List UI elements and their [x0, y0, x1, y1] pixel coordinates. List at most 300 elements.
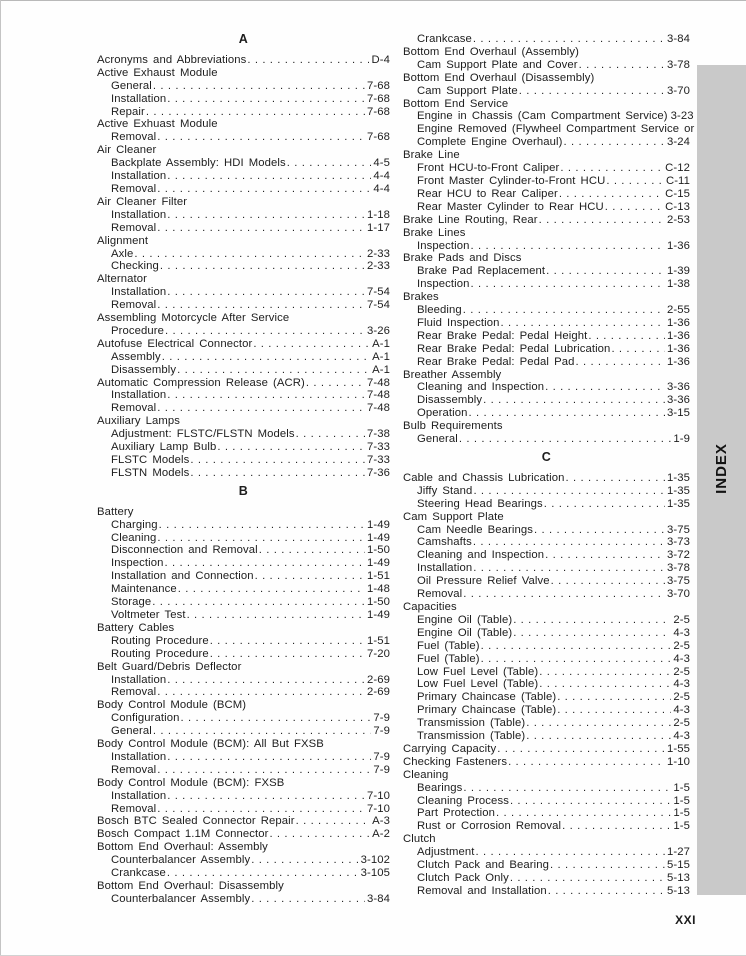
entry-page-number: 1-50 [366, 544, 390, 557]
entry-page-number: 1-5 [673, 820, 690, 833]
entry-label: Configuration [111, 712, 180, 725]
index-entry [97, 635, 390, 648]
dot-leader [510, 872, 665, 885]
index-edge-tab [697, 65, 746, 895]
entry-label: Camshafts [417, 536, 472, 549]
entry-page-number: C-11 [665, 174, 690, 187]
entry-page-number: 3-72 [666, 549, 690, 562]
entry-page-number: 7-33 [366, 441, 390, 454]
dot-leader [483, 394, 665, 407]
dot-leader [296, 815, 370, 828]
entry-page-number: 1-49 [366, 518, 390, 531]
dot-leader [167, 867, 359, 880]
index-entry [403, 485, 690, 498]
dot-leader [513, 627, 671, 640]
index-entry [403, 227, 690, 240]
index-entry [97, 235, 390, 248]
index-entry [97, 790, 390, 803]
dot-leader [157, 402, 365, 415]
index-entry [97, 222, 390, 235]
entry-label: Bottom End Service [403, 97, 509, 110]
dot-leader [146, 106, 365, 119]
entry-label: Bottom End Overhaul (Assembly) [403, 45, 580, 58]
index-page-content [97, 32, 695, 906]
index-entry [403, 98, 690, 111]
entry-page-number: 7-33 [366, 454, 390, 466]
entry-page-number: 1-38 [666, 278, 690, 291]
dot-leader [153, 80, 365, 93]
entry-page-number: 7-68 [366, 79, 390, 92]
entry-label: Engine Oil (Table) [417, 626, 513, 639]
entry-label: Cable and Chassis Lubrication [403, 471, 565, 484]
entry-label: Clutch Pack and Bearing [417, 859, 550, 872]
dot-leader [251, 854, 358, 867]
entry-label: Removal [111, 402, 157, 415]
entry-page-number: 5-15 [666, 859, 690, 872]
entry-label: Procedure [111, 324, 165, 337]
entry-label: Rear HCU to Rear Caliper [417, 187, 558, 200]
index-entry [97, 351, 390, 364]
index-entry [403, 304, 690, 317]
index-entry [97, 661, 390, 674]
dot-leader [473, 536, 665, 549]
index-entry [97, 54, 390, 67]
entry-label: Removal and Installation [417, 884, 547, 897]
section-header: C [541, 450, 552, 464]
entry-page-number: C-12 [665, 162, 690, 175]
index-entry [403, 549, 690, 562]
index-entry [403, 782, 690, 795]
entry-label: Installation [111, 92, 167, 105]
index-entry [97, 377, 390, 390]
entry-page-number: 7-9 [373, 712, 390, 725]
index-entry [403, 691, 690, 704]
entry-page-number: 7-38 [366, 428, 390, 441]
index-entry [403, 511, 690, 524]
index-entry [403, 498, 690, 511]
entry-page-number: A-1 [372, 337, 390, 350]
dot-leader [167, 674, 365, 687]
entry-page-number: 1-49 [366, 531, 390, 544]
index-entry [97, 686, 390, 699]
index-entry [97, 557, 390, 570]
entry-label: Bottom End Overhaul (Disassembly) [403, 71, 595, 84]
dot-leader [157, 764, 371, 777]
index-entry [403, 149, 690, 162]
entry-page-number: 4-3 [673, 652, 690, 665]
entry-label: Installation [417, 562, 473, 575]
dot-leader [557, 704, 671, 717]
index-entry [97, 828, 390, 841]
dot-leader [526, 717, 671, 730]
entry-page-number: 1-35 [666, 497, 690, 510]
entry-page-number: 1-36 [666, 329, 690, 342]
dot-leader [548, 885, 665, 898]
entry-page-number: 7-10 [366, 802, 390, 815]
index-entry [97, 725, 390, 738]
entry-page-number: 3-24 [666, 136, 690, 149]
entry-label: Counterbalancer Assembly [111, 892, 251, 905]
index-entry [97, 389, 390, 402]
index-entry [97, 532, 390, 545]
dot-leader [177, 364, 370, 377]
entry-page-number: 7-48 [366, 389, 390, 402]
dot-leader [165, 557, 365, 570]
index-entry [403, 743, 690, 756]
entry-page-number: 7-54 [366, 299, 390, 312]
index-entry [403, 110, 694, 123]
entry-page-number: 1-55 [666, 742, 690, 755]
index-entry [97, 622, 390, 635]
entry-page-number: A-3 [372, 815, 390, 828]
entry-label: Removal [111, 299, 157, 312]
entry-page-number: 1-27 [666, 846, 690, 859]
dot-leader [575, 356, 665, 369]
dot-leader [134, 248, 365, 261]
dot-leader [306, 377, 365, 390]
index-entry [403, 72, 690, 85]
index-entry [97, 144, 390, 157]
index-entry [403, 175, 690, 188]
entry-page-number: C-13 [665, 200, 690, 213]
index-entry [403, 885, 690, 898]
index-entry [97, 209, 390, 222]
entry-page-number: 7-36 [366, 466, 390, 479]
entry-page-number: 2-69 [366, 673, 390, 686]
entry-label: Removal [111, 221, 157, 234]
entry-page-number: 2-5 [673, 665, 690, 678]
dot-leader [162, 351, 370, 364]
dot-leader [469, 407, 665, 420]
entry-label: Engine Oil (Table) [417, 613, 513, 626]
entry-page-number: 4-5 [373, 157, 390, 170]
entry-label: Alignment [97, 234, 149, 247]
index-entry [403, 833, 690, 846]
entry-label: Body Control Module (BCM): FXSB [97, 776, 285, 789]
dot-leader [181, 712, 372, 725]
index-entry [403, 278, 690, 291]
entry-label: Clutch [403, 833, 436, 846]
entry-page-number: 2-55 [666, 304, 690, 317]
entry-label: Front HCU-to-Front Caliper [417, 162, 560, 175]
index-entry [97, 428, 390, 441]
entry-page-number: 1-36 [666, 239, 690, 252]
entry-label: General [111, 79, 152, 92]
dot-leader [463, 782, 671, 795]
entry-page-number: 1-35 [666, 484, 690, 497]
entry-label: Voltmeter Test [111, 608, 186, 621]
index-column-left [97, 33, 390, 906]
entry-label: Installation [111, 286, 167, 299]
dot-leader [251, 893, 365, 906]
index-entry [97, 519, 390, 532]
entry-label: Installation [111, 170, 167, 183]
dot-leader [190, 467, 365, 480]
entry-label: Cleaning and Inspection [417, 549, 545, 562]
dot-leader [611, 343, 665, 356]
entry-page-number: 4-3 [673, 678, 690, 691]
entry-page-number: D-4 [371, 53, 390, 66]
dot-leader [167, 209, 365, 222]
entry-label: Part Protection [417, 807, 496, 820]
entry-label: Checking [111, 260, 159, 273]
entry-label: Body Control Module (BCM) [97, 699, 247, 712]
index-entry [403, 123, 695, 136]
entry-label: Bearings [417, 781, 463, 794]
index-entry [97, 841, 390, 854]
dot-leader [473, 33, 665, 46]
index-entry [97, 364, 390, 377]
entry-page-number: 3-75 [666, 575, 690, 588]
entry-page-number: 1-50 [366, 596, 390, 609]
index-entry [97, 583, 390, 596]
index-entry [97, 183, 390, 196]
entry-label: Active Exhaust Module [97, 66, 218, 79]
index-entry [403, 575, 690, 588]
entry-page-number: 7-20 [366, 647, 390, 660]
dot-leader [566, 472, 665, 485]
dot-leader [269, 828, 370, 841]
index-entry [97, 674, 390, 687]
index-entry [403, 343, 690, 356]
entry-label: Axle [111, 247, 134, 260]
index-entry [97, 338, 390, 351]
index-entry [403, 330, 690, 343]
entry-label: Active Exhuast Module [97, 118, 218, 131]
entry-page-number: 1-48 [366, 583, 390, 596]
index-entry [403, 717, 690, 730]
dot-leader [157, 222, 365, 235]
entry-page-number: 1-49 [366, 608, 390, 621]
index-entry [97, 880, 390, 893]
entry-label: Air Cleaner [97, 144, 157, 157]
dot-leader [217, 441, 365, 454]
entry-page-number: 2-5 [673, 639, 690, 652]
entry-label: Counterbalancer Assembly [111, 854, 251, 867]
dot-leader [501, 317, 665, 330]
scan-edge-left [0, 0, 1, 956]
dot-leader [471, 278, 665, 291]
entry-page-number: 3-78 [666, 562, 690, 575]
dot-leader [534, 524, 665, 537]
index-entry [403, 356, 690, 369]
entry-label: Cam Needle Bearings [417, 523, 534, 536]
index-entry [97, 712, 390, 725]
index-entry [403, 33, 690, 46]
entry-label: Removal [111, 763, 157, 776]
entry-page-number: 7-68 [366, 131, 390, 144]
dot-leader [157, 299, 365, 312]
entry-page-number: 7-9 [373, 725, 390, 738]
entry-page-number: 7-68 [366, 92, 390, 105]
entry-label: Brake Line [403, 149, 460, 162]
entry-page-number: 2-33 [366, 247, 390, 260]
index-entry [403, 188, 690, 201]
entry-label: Front Master Cylinder-to-Front HCU [417, 174, 606, 187]
dot-leader [519, 85, 665, 98]
entry-label: Routing Procedure [111, 647, 209, 660]
index-entry [403, 588, 690, 601]
dot-leader [167, 170, 371, 183]
index-entry [97, 815, 390, 828]
entry-page-number: 2-5 [673, 691, 690, 704]
index-entry [403, 640, 690, 653]
entry-label: Disassembly [111, 363, 177, 376]
index-entry [403, 85, 690, 98]
dot-leader [157, 532, 365, 545]
index-entry [403, 678, 690, 691]
dot-leader [157, 803, 365, 816]
entry-label: Disconnection and Removal [111, 544, 258, 557]
index-entry [403, 846, 690, 859]
dot-leader [255, 570, 365, 583]
index-entry [97, 80, 390, 93]
dot-leader [157, 183, 371, 196]
dot-leader [510, 795, 671, 808]
entry-label: Jiffy Stand [417, 484, 473, 497]
entry-label: Fluid Inspection [417, 316, 500, 329]
entry-label: Backplate Assembly: HDI Models [111, 157, 286, 170]
entry-label: Charging [111, 518, 158, 531]
index-entry [403, 536, 690, 549]
dot-leader [513, 614, 671, 627]
index-entry [97, 854, 390, 867]
index-entry [97, 596, 390, 609]
dot-leader [153, 725, 371, 738]
dot-leader [167, 751, 371, 764]
entry-label: Carrying Capacity [403, 742, 497, 755]
index-entry [97, 415, 390, 428]
entry-label: Body Control Module (BCM): All But FXSB [97, 738, 324, 751]
dot-leader [210, 648, 365, 661]
entry-page-number: 2-53 [666, 213, 690, 226]
entry-label: Fuel (Table) [417, 639, 480, 652]
index-entry [403, 381, 690, 394]
dot-leader [476, 846, 665, 859]
entry-label: Brake Line Routing, Rear [403, 213, 538, 226]
section-header: B [238, 483, 249, 498]
entry-page-number: 1-49 [366, 557, 390, 570]
entry-page-number: 3-36 [666, 381, 690, 394]
entry-page-number: 7-68 [366, 105, 390, 118]
entry-label: Engine in Chassis (Cam Compartment Service) [417, 110, 668, 123]
entry-page-number: 3-78 [666, 58, 690, 71]
dot-leader [167, 93, 365, 106]
index-entry [403, 795, 690, 808]
index-entry [403, 807, 690, 820]
entry-label: Belt Guard/Debris Deflector [97, 660, 242, 673]
dot-leader [559, 188, 663, 201]
entry-label: Transmission (Table) [417, 730, 526, 743]
dot-leader [508, 756, 665, 769]
dot-leader [157, 131, 365, 144]
index-entry [97, 893, 390, 906]
index-entry [403, 317, 690, 330]
entry-label: Primary Chaincase (Table) [417, 691, 557, 704]
index-entry [403, 136, 690, 149]
dot-leader [160, 260, 365, 273]
index-entry [97, 506, 390, 519]
section-header: A [238, 32, 249, 46]
entry-page-number: 3-105 [360, 867, 390, 880]
entry-label: Complete Engine Overhaul) [417, 136, 563, 149]
index-entry [403, 859, 690, 872]
dot-leader [459, 433, 671, 446]
entry-label: Cam Support Plate and Cover [417, 58, 578, 71]
dot-leader [497, 743, 665, 756]
dot-leader [481, 640, 672, 653]
entry-label: Checking Fasteners [403, 755, 508, 768]
index-entry [403, 46, 690, 59]
entry-page-number: 3-23 [670, 110, 694, 123]
dot-leader [557, 691, 671, 704]
index-entry [403, 524, 690, 537]
entry-label: Installation [111, 208, 167, 221]
index-entry [403, 433, 690, 446]
dot-leader [526, 730, 671, 743]
entry-page-number: 3-70 [666, 588, 690, 601]
entry-page-number: 2-5 [673, 717, 690, 730]
index-entry [97, 609, 390, 622]
index-entry [97, 454, 390, 467]
dot-leader [165, 325, 365, 338]
entry-page-number: 3-75 [666, 523, 690, 536]
entry-page-number: 7-48 [366, 402, 390, 415]
entry-label: Removal [111, 131, 157, 144]
dot-leader [473, 562, 665, 575]
entry-label: Cleaning [403, 768, 449, 781]
dot-leader [560, 162, 663, 175]
dot-leader [562, 820, 671, 833]
index-entry [97, 106, 390, 119]
index-entry [403, 369, 690, 382]
index-entry [97, 738, 390, 751]
index-column-right [403, 33, 695, 906]
entry-page-number: 1-17 [366, 221, 390, 234]
dot-leader [296, 428, 365, 441]
entry-label: Inspection [111, 557, 164, 570]
entry-page-number: 1-39 [666, 265, 690, 278]
entry-label: Installation and Connection [111, 570, 254, 583]
dot-leader [287, 157, 372, 170]
entry-label: Crankcase [111, 867, 166, 880]
entry-label: Capacities [403, 600, 457, 613]
entry-label: Low Fuel Level (Table) [417, 665, 539, 678]
entry-label: Cleaning and Inspection [417, 381, 545, 394]
dot-leader [253, 338, 370, 351]
entry-label: Bulb Requirements [403, 420, 503, 433]
entry-label: Rear Brake Pedal: Pedal Lubrication [417, 342, 611, 355]
index-entry [97, 467, 390, 480]
entry-page-number: 7-9 [373, 750, 390, 763]
entry-label: Crankcase [417, 33, 472, 45]
dot-leader [167, 790, 365, 803]
entry-label: Brake Lines [403, 226, 466, 239]
entry-label: Adjustment [417, 846, 475, 859]
entry-page-number: 1-36 [666, 316, 690, 329]
dot-leader [167, 286, 365, 299]
index-entry [403, 820, 690, 833]
entry-page-number: 1-35 [666, 471, 690, 484]
entry-page-number: 4-3 [673, 626, 690, 639]
entry-label: Rear Brake Pedal: Pedal Height [417, 329, 588, 342]
entry-label: Cam Support Plate [417, 84, 518, 97]
entry-label: Removal [417, 588, 463, 601]
dot-leader [539, 666, 671, 679]
entry-page-number: A-1 [372, 350, 390, 363]
entry-page-number: 2-33 [366, 260, 390, 273]
entry-label: Bosch BTC Sealed Connector Repair [97, 815, 295, 828]
